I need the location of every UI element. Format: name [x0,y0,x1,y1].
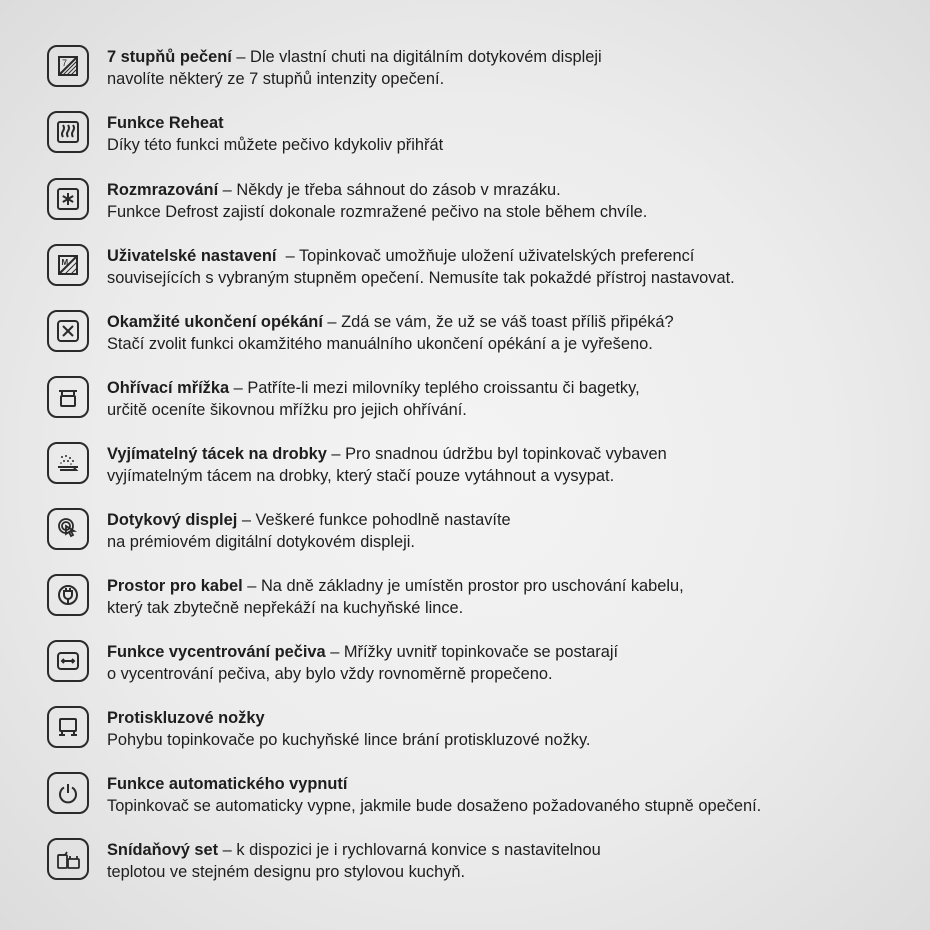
feature-item-reheat [47,111,907,171]
feature-desc-line1: Pro snadnou údržbu byl topinkovač vybaven [345,445,667,463]
feature-desc-line1: Patříte-li mezi milovníky teplého croissantu či bagetky, [247,379,640,397]
feature-title: Ohřívací mřížka [107,379,230,397]
feature-title: Protiskluzové nožky [107,709,265,727]
feature-title: Funkce automatického vypnutí [107,775,348,793]
toast-level-7-icon [47,45,89,87]
svg-text:M: M [61,258,69,267]
feature-desc-line2: Topinkovač se automaticky vypne, jakmile bude dosaženo požadovaného stupně opečení. [107,797,762,815]
svg-text:7: 7 [62,58,68,68]
feature-desc-line1: Někdy je třeba sáhnout do zásob v mrazáku. [236,181,561,199]
feature-desc-line2: Pohybu topinkovače po kuchyňské lince brání protiskluzové nožky. [107,731,591,749]
feature-title: 7 stupňů pečení [107,48,232,66]
feature-item-breakfast-set [47,838,907,898]
separator: – [276,247,299,265]
separator: – [237,511,256,529]
snowflake-icon [47,178,89,220]
warming-rack-icon [47,376,89,418]
feature-title: Rozmrazování [107,181,219,199]
separator: – [326,445,346,463]
auto-off-icon [47,772,89,814]
feature-desc-line2: který tak zbytečně nepřekáží na kuchyňské lince. [107,599,464,617]
feature-item-touch-display [47,508,907,568]
feature-title: Prostor pro kabel [107,577,243,595]
feature-title: Funkce Reheat [107,114,224,132]
feature-desc-line2: teplotou ve stejném designu pro stylovou kuchyň. [107,863,466,881]
feature-desc-line2: vyjímatelným tácem na drobky, který stačí pouze vytáhnout a vysypat. [107,467,615,485]
centering-icon [47,640,89,682]
feature-desc-line2: souvisejících s vybraným stupněm opečení. Nemusíte tak pokaždé přístroj nastavovat. [107,269,735,287]
feature-desc-line2: Díky této funkci můžete pečivo kdykoliv přihřát [107,136,444,154]
breakfast-set-icon [47,838,89,880]
feature-item-warming-rack [47,376,907,436]
feature-title: Okamžité ukončení opékání [107,313,323,331]
feature-item-centering [47,640,907,700]
feature-desc-line1: Dle vlastní chuti na digitálním dotykovém displeji [250,48,602,66]
feature-title: Uživatelské nastavení [107,247,277,265]
crumb-tray-icon [47,442,89,484]
anti-slip-feet-icon [47,706,89,748]
feature-desc-line1: Zdá se vám, že už se váš toast příliš připéká? [341,313,674,331]
separator: – [229,379,248,397]
feature-desc-line1: Topinkovač umožňuje uložení uživatelských preferencí [298,247,695,265]
feature-desc-line2: Funkce Defrost zajistí dokonale rozmražené pečivo na stole během chvíle. [107,203,648,221]
separator: – [231,48,251,66]
feature-desc-line1: Na dně základny je umístěn prostor pro uschování kabelu, [260,577,684,595]
feature-item-instant-stop [47,310,907,370]
feature-title: Vyjímatelný tácek na drobky [107,445,327,463]
feature-desc-line1: k dispozici je i rychlovarná konvice s nastavitelnou [236,841,601,859]
feature-desc-line2: o vycentrování pečiva, aby bylo vždy rovnoměrně propečeno. [107,665,553,683]
feature-desc-line2: určitě oceníte šikovnou mřížku pro jejich ohřívání. [107,401,467,419]
feature-item-crumb-tray [47,442,907,502]
feature-item-anti-slip [47,706,907,766]
separator: – [325,643,344,661]
separator: – [218,841,237,859]
feature-title: Dotykový displej [107,511,238,529]
feature-desc-line1: Veškeré funkce pohodlně nastavíte [255,511,511,529]
feature-item-cable-storage [47,574,907,634]
feature-desc-line2: na prémiovém digitální dotykovém displeji. [107,533,415,551]
feature-title: Funkce vycentrování pečiva [107,643,326,661]
feature-item-toast-levels [47,45,907,105]
cable-storage-icon [47,574,89,616]
feature-title: Snídaňový set [107,841,219,859]
feature-desc-line2: Stačí zvolit funkci okamžitého manuálního ukončení opékání a je vyřešeno. [107,335,653,353]
separator: – [322,313,342,331]
cancel-icon [47,310,89,352]
memory-icon [47,244,89,286]
reheat-icon [47,111,89,153]
separator: – [242,577,261,595]
touch-display-icon [47,508,89,550]
separator: – [218,181,237,199]
feature-item-auto-off [47,772,907,832]
feature-desc-line2: navolíte některý ze 7 stupňů intenzity opečení. [107,70,445,88]
feature-desc-line1: Mřížky uvnitř topinkovače se postarají [343,643,619,661]
feature-item-defrost [47,178,907,238]
feature-item-user-settings [47,244,907,304]
